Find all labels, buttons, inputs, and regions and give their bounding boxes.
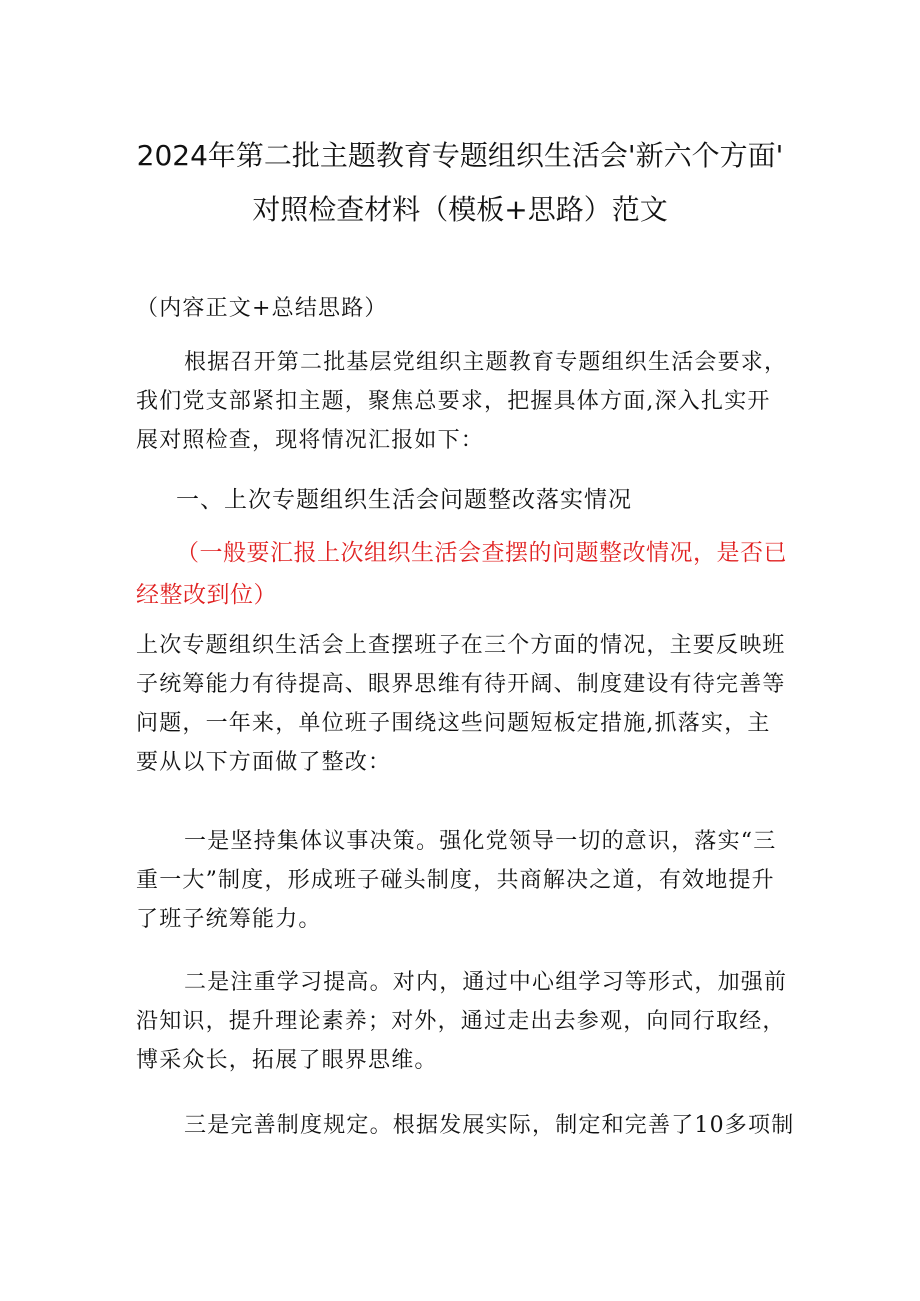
section-1-review-paragraph: 上次专题组织生活会上查摆班子在三个方面的情况，主要反映班子统筹能力有待提高、眼界思维有待开阔、制度建设有待完善等问题，一年来，单位班子围绕这些问题短板定措施,抓落实，主要从以下方面做了整改： [136, 633, 786, 775]
document-title-line-2: 对照检查材料（模板+思路）范文 [252, 193, 668, 226]
document-title-line-1: 2024年第二批主题教育专题组织生活会'新六个方面' [136, 139, 784, 172]
content-note: （内容正文+总结思路） [136, 296, 388, 321]
rectification-item-3: 三是完善制度规定。根据发展实际，制定和完善了10多项制 [184, 1113, 795, 1138]
intro-paragraph: 根据召开第二批基层党组织主题教育专题组织生活会要求，我们党支部紧扣主题，聚焦总要求，把握具体方面,深入扎实开展对照检查，现将情况汇报如下： [136, 350, 788, 453]
rectification-item-2: 二是注重学习提高。对内，通过中心组学习等形式，加强前沿知识，提升理论素养；对外，通过走出去参观，向同行取经，博采众长，拓展了眼界思维。 [136, 970, 788, 1073]
section-1-heading: 一、上次专题组织生活会问题整改落实情况 [176, 487, 632, 513]
rectification-item-1: 一是坚持集体议事决策。强化党领导一切的意识，落实“三重一大”制度，形成班子碰头制度，共商解决之道，有效地提升了班子统筹能力。 [136, 829, 777, 932]
section-1-guidance-note: （一般要汇报上次组织生活会查摆的问题整改情况，是否已经整改到位） [136, 540, 787, 608]
